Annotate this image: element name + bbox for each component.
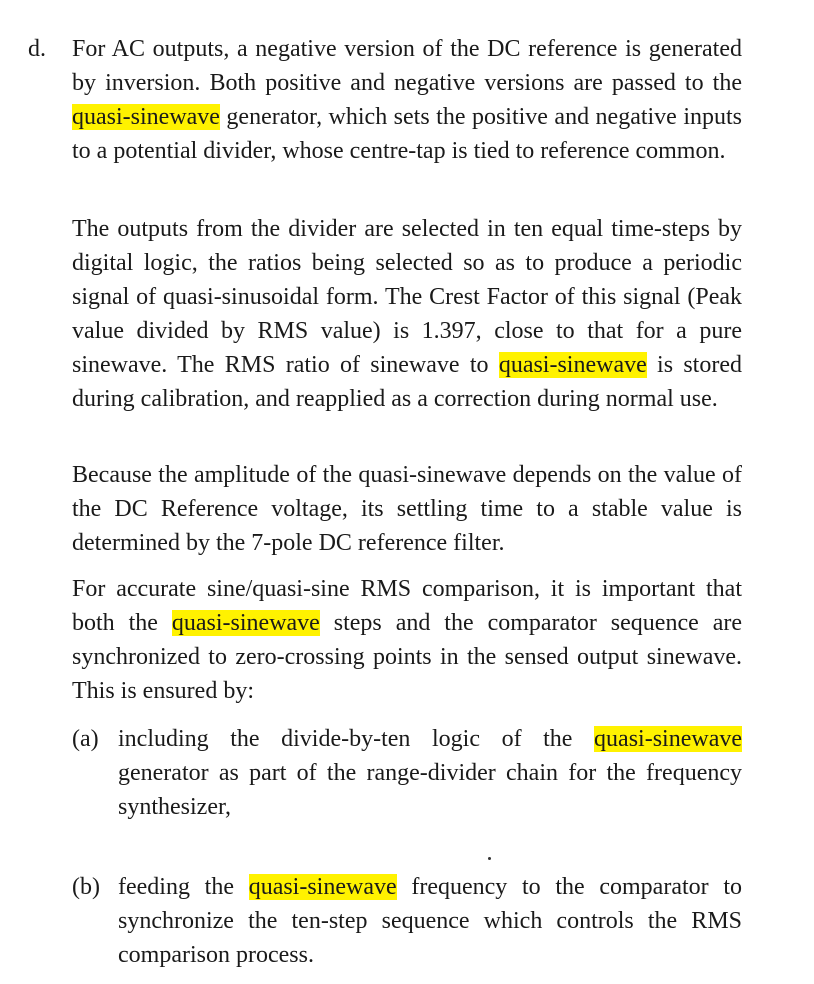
sub-item-a	[72, 722, 742, 824]
text-run: is stored during calibration, and reapplied as a correction during normal use.	[72, 352, 742, 412]
paragraph-divider-outputs	[72, 212, 742, 416]
sub-item-text	[118, 870, 742, 972]
highlighted-term: quasi-sinewave	[594, 726, 742, 752]
text-run: steps and the comparator sequence are synchronized to zero-crossing points in the sensed output sinewave. This is ensured by:	[72, 610, 742, 704]
text-run: including the divide-by-ten logic of the	[118, 726, 595, 752]
text-run: generator, which sets the positive and negative inputs to a potential divider, whose centre-tap is tied to reference common.	[72, 104, 742, 164]
text-run: For accurate sine/quasi-sine RMS comparison, it is important that both the	[72, 576, 742, 636]
paragraph-ac-outputs	[72, 32, 742, 168]
paragraph-amplitude: Because the amplitude of the quasi-sinewave depends on the value of the DC Reference voltage, its settling time to a stable value is determined by the 7-pole DC reference filter.	[72, 462, 742, 556]
sub-item-text	[118, 722, 742, 824]
highlighted-term: quasi-sinewave	[72, 104, 220, 130]
text-run: The outputs from the divider are selected in ten equal time-steps by digital logic, the ratios being selected so as to produce a periodic signal of quasi-sinusoidal form. The Crest Factor of this signal (Peak value divided by RMS value) is 1.397, close to that for a pure sinewave. The RMS ratio of sinewave to	[72, 216, 742, 378]
sub-item-label: (b)	[72, 874, 100, 900]
highlighted-term: quasi-sinewave	[498, 352, 647, 378]
highlighted-term: quasi-sinewave	[248, 874, 397, 900]
highlighted-term: quasi-sinewave	[171, 610, 320, 636]
sub-item-b	[72, 870, 742, 972]
text-run: frequency to the comparator to synchronize the ten-step sequence which controls the RMS comparison process.	[118, 874, 742, 968]
text-run: feeding the	[118, 874, 249, 900]
item-marker: d.	[28, 36, 46, 62]
text-run: generator as part of the range-divider chain for the frequency synthesizer,	[118, 760, 742, 820]
paragraph-rms-comparison	[72, 572, 742, 708]
sub-item-label: (a)	[72, 726, 99, 752]
text-run: For AC outputs, a negative version of the DC reference is generated by inversion. Both positive and negative versions are passed to the	[72, 36, 742, 96]
scan-speck	[488, 857, 491, 860]
